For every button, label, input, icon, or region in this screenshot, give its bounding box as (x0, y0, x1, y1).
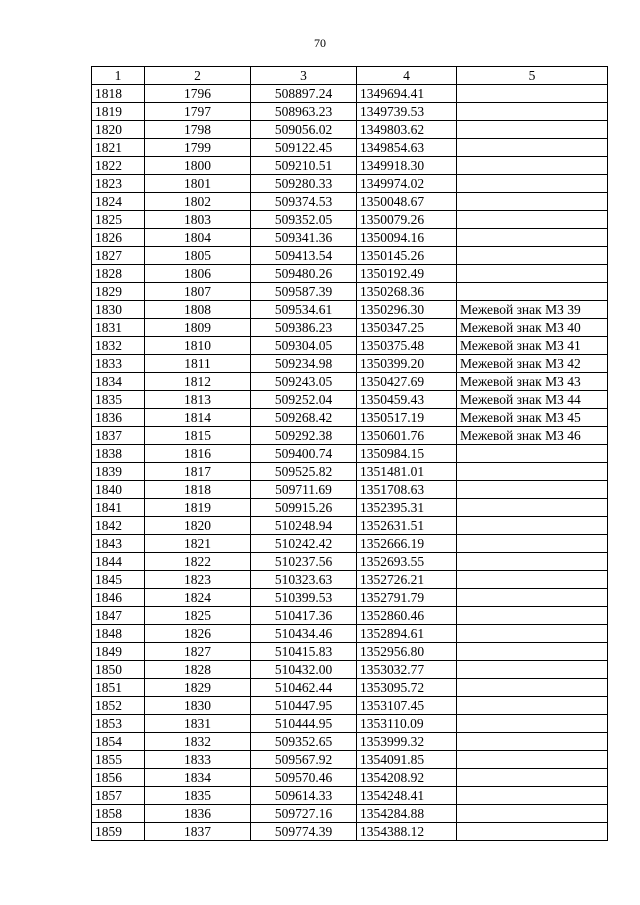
table-row (92, 121, 608, 139)
table-row (92, 139, 608, 157)
table-row (92, 625, 608, 643)
column-header-4: 4 (357, 67, 457, 85)
table-row (92, 445, 608, 463)
x-coordinate-cell: 509614.33 (251, 787, 357, 805)
y-coordinate-cell: 1350192.49 (357, 265, 457, 283)
table-row (92, 751, 608, 769)
sequence-number-cell: 1811 (145, 355, 251, 373)
point-number-cell: 1836 (92, 409, 145, 427)
point-number-cell: 1840 (92, 481, 145, 499)
sequence-number-cell: 1802 (145, 193, 251, 211)
x-coordinate-cell: 509567.92 (251, 751, 357, 769)
table-row (92, 409, 608, 427)
note-cell (457, 499, 608, 517)
y-coordinate-cell: 1352395.31 (357, 499, 457, 517)
point-number-cell: 1848 (92, 625, 145, 643)
x-coordinate-cell: 510237.56 (251, 553, 357, 571)
note-cell (457, 139, 608, 157)
point-number-cell: 1841 (92, 499, 145, 517)
note-cell (457, 787, 608, 805)
note-cell (457, 193, 608, 211)
sequence-number-cell: 1816 (145, 445, 251, 463)
page-number: 70 (314, 36, 326, 50)
point-number-cell: 1837 (92, 427, 145, 445)
y-coordinate-cell: 1352894.61 (357, 625, 457, 643)
x-coordinate-cell: 509280.33 (251, 175, 357, 193)
sequence-number-cell: 1836 (145, 805, 251, 823)
table-row (92, 211, 608, 229)
y-coordinate-cell: 1350094.16 (357, 229, 457, 247)
point-number-cell: 1849 (92, 643, 145, 661)
table-row (92, 355, 608, 373)
y-coordinate-cell: 1352631.51 (357, 517, 457, 535)
x-coordinate-cell: 509122.45 (251, 139, 357, 157)
x-coordinate-cell: 509268.42 (251, 409, 357, 427)
x-coordinate-cell: 510462.44 (251, 679, 357, 697)
sequence-number-cell: 1820 (145, 517, 251, 535)
y-coordinate-cell: 1354091.85 (357, 751, 457, 769)
y-coordinate-cell: 1353110.09 (357, 715, 457, 733)
x-coordinate-cell: 509234.98 (251, 355, 357, 373)
y-coordinate-cell: 1349854.63 (357, 139, 457, 157)
table-row (92, 697, 608, 715)
x-coordinate-cell: 509525.82 (251, 463, 357, 481)
table-row (92, 517, 608, 535)
sequence-number-cell: 1825 (145, 607, 251, 625)
point-number-cell: 1825 (92, 211, 145, 229)
x-coordinate-cell: 509570.46 (251, 769, 357, 787)
sequence-number-cell: 1815 (145, 427, 251, 445)
point-number-cell: 1855 (92, 751, 145, 769)
note-cell: Межевой знак МЗ 44 (457, 391, 608, 409)
x-coordinate-cell: 509210.51 (251, 157, 357, 175)
point-number-cell: 1853 (92, 715, 145, 733)
table-row (92, 175, 608, 193)
point-number-cell: 1845 (92, 571, 145, 589)
y-coordinate-cell: 1349694.41 (357, 85, 457, 103)
x-coordinate-cell: 510417.36 (251, 607, 357, 625)
sequence-number-cell: 1817 (145, 463, 251, 481)
point-number-cell: 1818 (92, 85, 145, 103)
point-number-cell: 1838 (92, 445, 145, 463)
point-number-cell: 1820 (92, 121, 145, 139)
note-cell: Межевой знак МЗ 41 (457, 337, 608, 355)
y-coordinate-cell: 1353095.72 (357, 679, 457, 697)
sequence-number-cell: 1837 (145, 823, 251, 841)
table-row (92, 571, 608, 589)
table-row (92, 337, 608, 355)
table-body (92, 85, 608, 841)
note-cell: Межевой знак МЗ 42 (457, 355, 608, 373)
table-row (92, 607, 608, 625)
y-coordinate-cell: 1351481.01 (357, 463, 457, 481)
y-coordinate-cell: 1350268.36 (357, 283, 457, 301)
coordinates-table (91, 66, 608, 841)
x-coordinate-cell: 509915.26 (251, 499, 357, 517)
y-coordinate-cell: 1350079.26 (357, 211, 457, 229)
point-number-cell: 1856 (92, 769, 145, 787)
note-cell: Межевой знак МЗ 43 (457, 373, 608, 391)
point-number-cell: 1846 (92, 589, 145, 607)
table-row (92, 499, 608, 517)
point-number-cell: 1842 (92, 517, 145, 535)
table-row (92, 823, 608, 841)
sequence-number-cell: 1823 (145, 571, 251, 589)
table-row (92, 103, 608, 121)
y-coordinate-cell: 1353107.45 (357, 697, 457, 715)
note-cell (457, 247, 608, 265)
sequence-number-cell: 1797 (145, 103, 251, 121)
note-cell: Межевой знак МЗ 40 (457, 319, 608, 337)
point-number-cell: 1854 (92, 733, 145, 751)
note-cell (457, 229, 608, 247)
note-cell: Межевой знак МЗ 46 (457, 427, 608, 445)
point-number-cell: 1858 (92, 805, 145, 823)
y-coordinate-cell: 1350427.69 (357, 373, 457, 391)
table-row (92, 265, 608, 283)
x-coordinate-cell: 509774.39 (251, 823, 357, 841)
sequence-number-cell: 1828 (145, 661, 251, 679)
sequence-number-cell: 1803 (145, 211, 251, 229)
table-row (92, 553, 608, 571)
sequence-number-cell: 1805 (145, 247, 251, 265)
y-coordinate-cell: 1350048.67 (357, 193, 457, 211)
table-row (92, 535, 608, 553)
column-header-5: 5 (457, 67, 608, 85)
y-coordinate-cell: 1349739.53 (357, 103, 457, 121)
x-coordinate-cell: 510323.63 (251, 571, 357, 589)
note-cell (457, 535, 608, 553)
point-number-cell: 1859 (92, 823, 145, 841)
sequence-number-cell: 1834 (145, 769, 251, 787)
x-coordinate-cell: 509587.39 (251, 283, 357, 301)
table-row (92, 391, 608, 409)
sequence-number-cell: 1807 (145, 283, 251, 301)
sequence-number-cell: 1821 (145, 535, 251, 553)
point-number-cell: 1824 (92, 193, 145, 211)
x-coordinate-cell: 509480.26 (251, 265, 357, 283)
note-cell (457, 661, 608, 679)
point-number-cell: 1835 (92, 391, 145, 409)
table-row (92, 679, 608, 697)
x-coordinate-cell: 509711.69 (251, 481, 357, 499)
y-coordinate-cell: 1352693.55 (357, 553, 457, 571)
y-coordinate-cell: 1352860.46 (357, 607, 457, 625)
sequence-number-cell: 1829 (145, 679, 251, 697)
note-cell (457, 697, 608, 715)
table-row (92, 643, 608, 661)
x-coordinate-cell: 510447.95 (251, 697, 357, 715)
table-row (92, 283, 608, 301)
table-row (92, 661, 608, 679)
sequence-number-cell: 1813 (145, 391, 251, 409)
x-coordinate-cell: 509386.23 (251, 319, 357, 337)
sequence-number-cell: 1800 (145, 157, 251, 175)
table-row (92, 463, 608, 481)
x-coordinate-cell: 510415.83 (251, 643, 357, 661)
point-number-cell: 1829 (92, 283, 145, 301)
x-coordinate-cell: 510399.53 (251, 589, 357, 607)
note-cell (457, 589, 608, 607)
note-cell (457, 805, 608, 823)
x-coordinate-cell: 509400.74 (251, 445, 357, 463)
y-coordinate-cell: 1350984.15 (357, 445, 457, 463)
sequence-number-cell: 1806 (145, 265, 251, 283)
x-coordinate-cell: 509352.05 (251, 211, 357, 229)
point-number-cell: 1847 (92, 607, 145, 625)
sequence-number-cell: 1833 (145, 751, 251, 769)
x-coordinate-cell: 509413.54 (251, 247, 357, 265)
x-coordinate-cell: 510242.42 (251, 535, 357, 553)
column-header-2: 2 (145, 67, 251, 85)
note-cell: Межевой знак МЗ 39 (457, 301, 608, 319)
x-coordinate-cell: 510434.46 (251, 625, 357, 643)
note-cell (457, 445, 608, 463)
point-number-cell: 1821 (92, 139, 145, 157)
y-coordinate-cell: 1350601.76 (357, 427, 457, 445)
point-number-cell: 1832 (92, 337, 145, 355)
note-cell (457, 751, 608, 769)
y-coordinate-cell: 1350517.19 (357, 409, 457, 427)
y-coordinate-cell: 1353999.32 (357, 733, 457, 751)
table-row (92, 481, 608, 499)
note-cell (457, 553, 608, 571)
sequence-number-cell: 1827 (145, 643, 251, 661)
point-number-cell: 1827 (92, 247, 145, 265)
point-number-cell: 1819 (92, 103, 145, 121)
y-coordinate-cell: 1349974.02 (357, 175, 457, 193)
sequence-number-cell: 1799 (145, 139, 251, 157)
note-cell: Межевой знак МЗ 45 (457, 409, 608, 427)
note-cell (457, 769, 608, 787)
note-cell (457, 283, 608, 301)
table-row (92, 427, 608, 445)
table-row (92, 589, 608, 607)
point-number-cell: 1839 (92, 463, 145, 481)
note-cell (457, 121, 608, 139)
column-header-3: 3 (251, 67, 357, 85)
note-cell (457, 679, 608, 697)
table-row (92, 769, 608, 787)
table-row (92, 229, 608, 247)
y-coordinate-cell: 1350145.26 (357, 247, 457, 265)
table-row (92, 157, 608, 175)
x-coordinate-cell: 510432.00 (251, 661, 357, 679)
y-coordinate-cell: 1350399.20 (357, 355, 457, 373)
x-coordinate-cell: 509374.53 (251, 193, 357, 211)
sequence-number-cell: 1814 (145, 409, 251, 427)
sequence-number-cell: 1812 (145, 373, 251, 391)
point-number-cell: 1833 (92, 355, 145, 373)
y-coordinate-cell: 1349803.62 (357, 121, 457, 139)
note-cell (457, 463, 608, 481)
sequence-number-cell: 1826 (145, 625, 251, 643)
sequence-number-cell: 1796 (145, 85, 251, 103)
sequence-number-cell: 1832 (145, 733, 251, 751)
y-coordinate-cell: 1354208.92 (357, 769, 457, 787)
note-cell (457, 823, 608, 841)
y-coordinate-cell: 1354284.88 (357, 805, 457, 823)
note-cell (457, 643, 608, 661)
point-number-cell: 1852 (92, 697, 145, 715)
x-coordinate-cell: 509341.36 (251, 229, 357, 247)
table-row (92, 373, 608, 391)
y-coordinate-cell: 1352791.79 (357, 589, 457, 607)
point-number-cell: 1826 (92, 229, 145, 247)
sequence-number-cell: 1808 (145, 301, 251, 319)
table-row (92, 805, 608, 823)
note-cell (457, 103, 608, 121)
x-coordinate-cell: 510444.95 (251, 715, 357, 733)
x-coordinate-cell: 509534.61 (251, 301, 357, 319)
x-coordinate-cell: 509727.16 (251, 805, 357, 823)
x-coordinate-cell: 509292.38 (251, 427, 357, 445)
sequence-number-cell: 1831 (145, 715, 251, 733)
point-number-cell: 1844 (92, 553, 145, 571)
y-coordinate-cell: 1353032.77 (357, 661, 457, 679)
note-cell (457, 607, 608, 625)
sequence-number-cell: 1830 (145, 697, 251, 715)
table-row (92, 319, 608, 337)
note-cell (457, 517, 608, 535)
x-coordinate-cell: 509056.02 (251, 121, 357, 139)
sequence-number-cell: 1810 (145, 337, 251, 355)
table-header (92, 67, 608, 85)
point-number-cell: 1851 (92, 679, 145, 697)
x-coordinate-cell: 509252.04 (251, 391, 357, 409)
table-row (92, 715, 608, 733)
sequence-number-cell: 1809 (145, 319, 251, 337)
table-row (92, 85, 608, 103)
header-row (92, 67, 608, 85)
note-cell (457, 733, 608, 751)
y-coordinate-cell: 1352726.21 (357, 571, 457, 589)
y-coordinate-cell: 1350459.43 (357, 391, 457, 409)
sequence-number-cell: 1818 (145, 481, 251, 499)
x-coordinate-cell: 509243.05 (251, 373, 357, 391)
table-row (92, 247, 608, 265)
point-number-cell: 1857 (92, 787, 145, 805)
x-coordinate-cell: 508897.24 (251, 85, 357, 103)
y-coordinate-cell: 1350296.30 (357, 301, 457, 319)
point-number-cell: 1831 (92, 319, 145, 337)
note-cell (457, 481, 608, 499)
x-coordinate-cell: 510248.94 (251, 517, 357, 535)
sequence-number-cell: 1801 (145, 175, 251, 193)
note-cell (457, 85, 608, 103)
table-row (92, 301, 608, 319)
point-number-cell: 1834 (92, 373, 145, 391)
sequence-number-cell: 1835 (145, 787, 251, 805)
point-number-cell: 1830 (92, 301, 145, 319)
note-cell (457, 625, 608, 643)
table-row (92, 787, 608, 805)
point-number-cell: 1823 (92, 175, 145, 193)
sequence-number-cell: 1822 (145, 553, 251, 571)
table-row (92, 733, 608, 751)
note-cell (457, 175, 608, 193)
y-coordinate-cell: 1350347.25 (357, 319, 457, 337)
x-coordinate-cell: 509304.05 (251, 337, 357, 355)
x-coordinate-cell: 509352.65 (251, 733, 357, 751)
sequence-number-cell: 1804 (145, 229, 251, 247)
x-coordinate-cell: 508963.23 (251, 103, 357, 121)
point-number-cell: 1850 (92, 661, 145, 679)
note-cell (457, 715, 608, 733)
y-coordinate-cell: 1351708.63 (357, 481, 457, 499)
y-coordinate-cell: 1349918.30 (357, 157, 457, 175)
sequence-number-cell: 1819 (145, 499, 251, 517)
sequence-number-cell: 1798 (145, 121, 251, 139)
y-coordinate-cell: 1354248.41 (357, 787, 457, 805)
point-number-cell: 1828 (92, 265, 145, 283)
sequence-number-cell: 1824 (145, 589, 251, 607)
point-number-cell: 1822 (92, 157, 145, 175)
note-cell (457, 265, 608, 283)
y-coordinate-cell: 1352666.19 (357, 535, 457, 553)
note-cell (457, 211, 608, 229)
point-number-cell: 1843 (92, 535, 145, 553)
note-cell (457, 157, 608, 175)
table-row (92, 193, 608, 211)
y-coordinate-cell: 1350375.48 (357, 337, 457, 355)
y-coordinate-cell: 1354388.12 (357, 823, 457, 841)
note-cell (457, 571, 608, 589)
y-coordinate-cell: 1352956.80 (357, 643, 457, 661)
column-header-1: 1 (92, 67, 145, 85)
